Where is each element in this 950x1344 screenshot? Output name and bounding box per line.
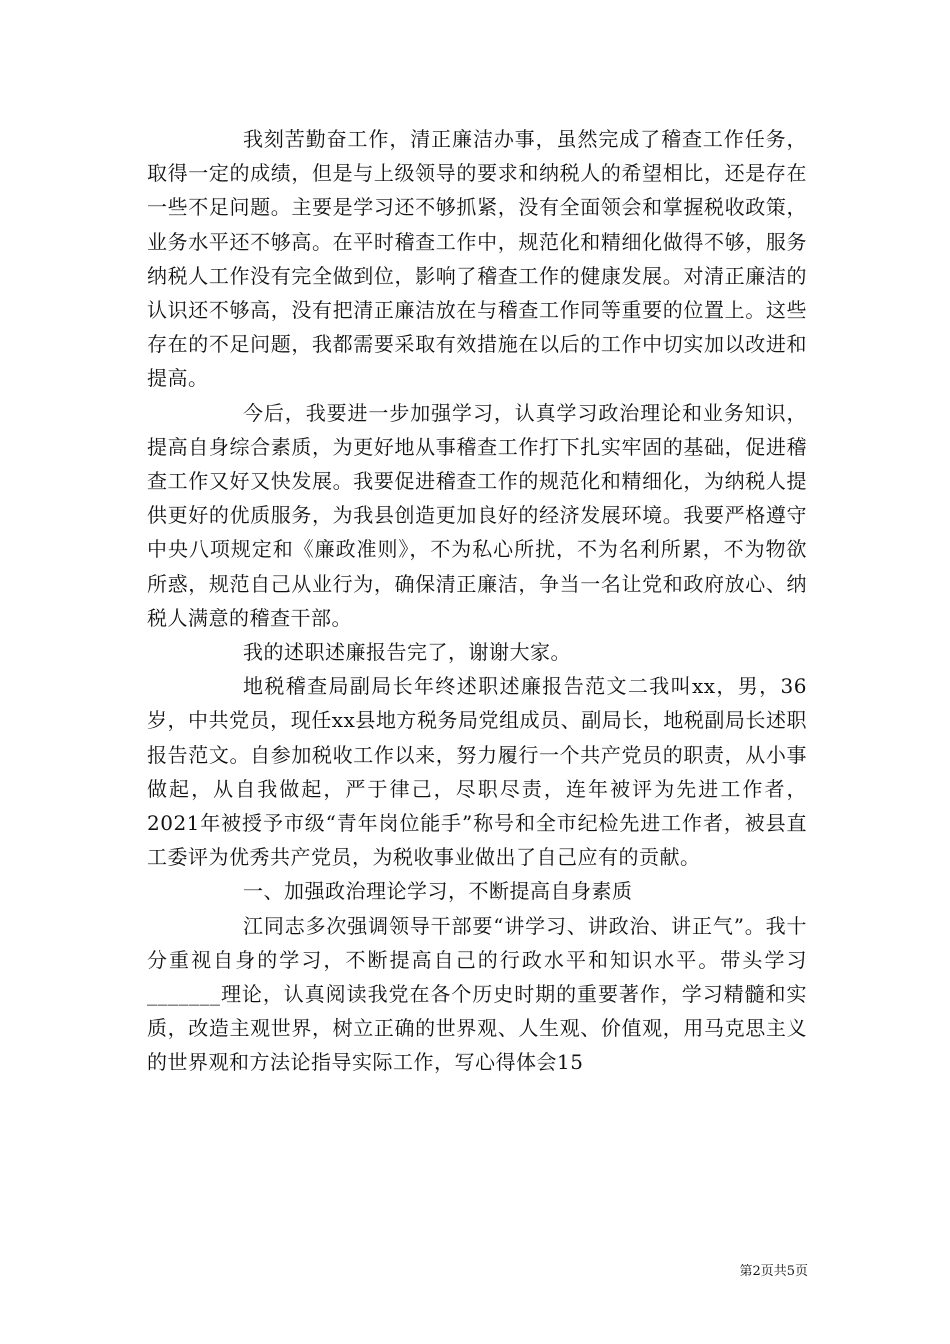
document-body xyxy=(147,122,807,1080)
paragraph-future-plans: 今后，我要进一步加强学习，认真学习政治理论和业务知识，提高自身综合素质，为更好地从事稽查工作打下扎实牢固的基础，促进稽查工作又好又快发展。我要促进稽查工作的规范化和精细化，为纳税人提供更好的优质服务，为我县创造更加良好的经济发展环境。我要严格遵守中央八项规定和《廉政准则》，不为私心所扰，不为名利所累，不为物欲所惑，规范自己从业行为，确保清正廉洁，争当一名让党和政府放心、纳税人满意的稽查干部。 xyxy=(147,400,807,630)
paragraph-study-details: 江同志多次强调领导干部要“讲学习、讲政治、讲正气”。我十分重视自身的学习，不断提高自己的行政水平和知识水平。带头学习_______理论，认真阅读我党在各个历史时期的重要著作，学习精髓和实质，改造主观世界，树立正确的世界观、人生观、价值观，用马克思主义的世界观和方法论指导实际工作，写心得体会15 xyxy=(147,913,807,1075)
section-heading-political-study: 一、加强政治理论学习，不断提高自身素质 xyxy=(243,879,633,904)
paragraph-closing: 我的述职述廉报告完了，谢谢大家。 xyxy=(243,640,571,665)
paragraph-report-two-intro: 地税稽查局副局长年终述职述廉报告范文二我叫xx，男，36岁，中共党员，现任xx县地方税务局党组成员、副局长，地税副局长述职报告范文。自参加税收工作以来，努力履行一个共产党员的职责，从小事做起，从自我做起，严于律己，尽职尽责，连年被评为先进工作者，2021年被授予市级“青年岗位能手”称号和全市纪检先进工作者，被县直工委评为优秀共产党员，为税收事业做出了自己应有的贡献。 xyxy=(147,674,807,870)
page-number-footer: 第2页共5页 xyxy=(739,1264,808,1279)
paragraph-shortcomings: 我刻苦勤奋工作，清正廉洁办事，虽然完成了稽查工作任务，取得一定的成绩，但是与上级领导的要求和纳税人的希望相比，还是存在一些不足问题。主要是学习还不够抓紧，没有全面领会和掌握税收政策，业务水平还不够高。在平时稽查工作中，规范化和精细化做得不够，服务纳税人工作没有完全做到位，影响了稽查工作的健康发展。对清正廉洁的认识还不够高，没有把清正廉洁放在与稽查工作同等重要的位置上。这些存在的不足问题，我都需要采取有效措施在以后的工作中切实加以改进和提高。 xyxy=(147,127,807,391)
